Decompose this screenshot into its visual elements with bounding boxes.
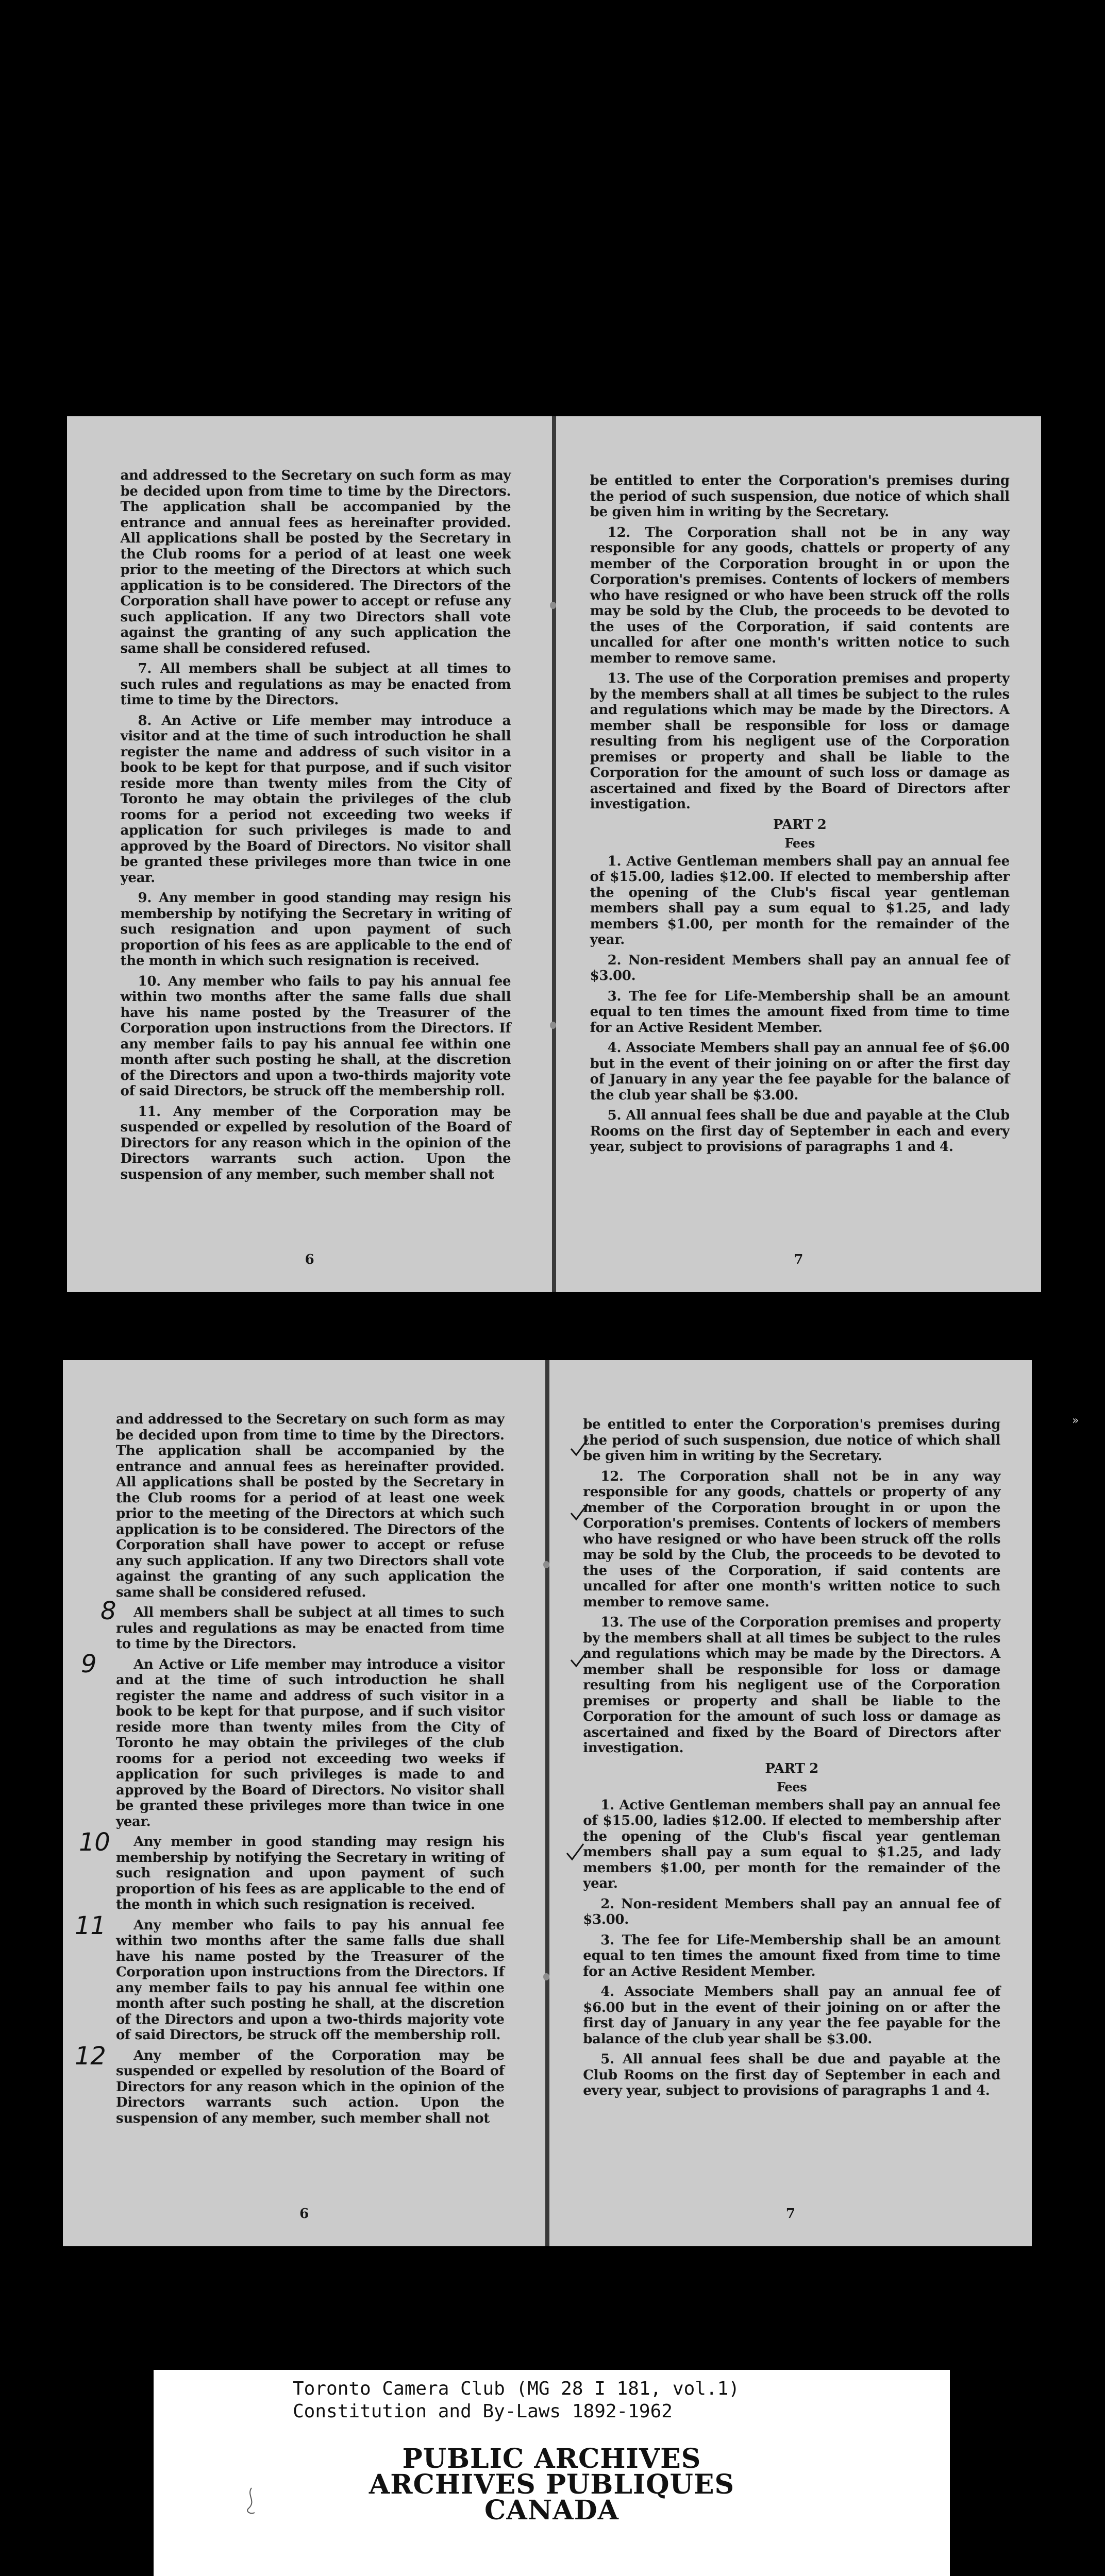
paragraph (74, 2041, 505, 2127)
page-text (590, 473, 1010, 1160)
paragraph: 4. Associate Members shall pay an annual fee of $6.00 but in the event of their joining on or after the first day of January in any year the fee payable for the balance of the club year shall be $3.00. (590, 1040, 1010, 1103)
catalog-line: Toronto Camera Club (MG 28 I 181, vol.1) (293, 2378, 740, 2399)
paragraph: 9. Any member in good standing may resign his membership by notifying the Secretary in writing of such resignation and upon payment of such proportion of his fees as are applicable to the end of the month in which such resignation is received. (120, 890, 511, 969)
archive-stamp (154, 2443, 950, 2526)
page-7-annotated (549, 1360, 1032, 2246)
page-number: 7 (785, 2206, 795, 2222)
paragraph-text: Any member of the Corporation may be suspended or expelled by resolution of the Board of Directors for any reason which in the opinion of the Directors warrants such action. Upon the suspension of any member, such member shall not (115, 2047, 505, 2126)
paragraph: 2. Non-resident Members shall pay an annual fee of $3.00. (583, 1896, 1001, 1927)
paragraph: 13. The use of the Corporation premises and property by the members shall at all times be subject to the rules and regulations which may be made by the Directors. A member shall be responsible for loss or damage resulting from his negligent use of the Corporation premises or property and shall be liable to the Corporation for the amount of such loss or damage as ascertained and fixed by the Board of Directors after investigation. (583, 1615, 1001, 1756)
page-6-annotated (63, 1360, 545, 2246)
paragraph: 2. Non-resident Members shall pay an annual fee of $3.00. (590, 952, 1010, 984)
paragraph (100, 1597, 505, 1652)
paragraph (80, 1649, 505, 1830)
handwritten-number: 12 (74, 2041, 106, 2071)
page-number: 6 (299, 2206, 309, 2222)
part-heading: PART 2 (765, 1760, 819, 1776)
paragraph: and addressed to the Secretary on such form as may be decided upon from time to time by the Directors. The application shall be accompanied by the entrance and annual fees as hereinafter provided. All applications shall be posted by the Secretary in the Club rooms for a period of at least one week prior to the meeting of the Directors at which such application is to be considered. The Directors of the Corporation shall have power to accept or refuse any such application. If any two Directors shall vote against the granting of any such application the same shall be considered refused. (115, 1412, 505, 1600)
gutter (545, 1360, 549, 2246)
paragraph: 5. All annual fees shall be due and payable at the Club Rooms on the first day of September in each and every year, subject to provisions of paragraphs 1 and 4. (583, 2052, 1001, 2098)
handwritten-number: 11 (74, 1911, 106, 1940)
paragraph: 5. All annual fees shall be due and payable at the Club Rooms on the first day of September in each and every year, subject to provisions of paragraphs 1 and 4. (590, 1108, 1010, 1155)
part-subheading: Fees (784, 836, 815, 851)
paragraph (78, 1828, 505, 1913)
paragraph: 10. Any member who fails to pay his annual fee within two months after the same falls due shall have his name posted by the Treasurer of the Corporation upon instructions from the Directors. If any member fails to pay his annual fee within one month after such posting he shall, at the discretion of the Directors and upon a two-thirds majority vote of said Directors, be struck off the membership roll. (120, 973, 511, 1099)
paragraph: 8. An Active or Life member may introduce a visitor and at the time of such introduction he shall register the name and address of such visitor in a book to be kept for that purpose, and if such visitor reside more than twenty miles from the City of Toronto he may obtain the privileges of the club rooms for a period not exceeding two weeks if application for such privileges is made to and approved by the Board of Directors. No visitor shall be granted these privileges more than twice in one year. (120, 713, 511, 886)
paragraph-text: All members shall be subject at all times to such rules and regulations as may be enacted from time to time by the Directors. (115, 1605, 505, 1652)
handwritten-number: 8 (100, 1597, 116, 1625)
stamp-line: PUBLIC ARCHIVES (402, 2443, 701, 2475)
paragraph: 3. The fee for Life-Membership shall be an amount equal to ten times the amount fixed from time to time for an Active Resident Member. (590, 988, 1010, 1036)
paragraph: 1. Active Gentleman members shall pay an annual fee of $15.00, ladies $12.00. If elected to membership after the opening of the Club's fiscal year gentleman members shall pay a sum equal to $1.25, and lady members $1.00, per month for the remainder of the year. (583, 1797, 1001, 1891)
paragraph-text: Any member in good standing may resign his membership by notifying the Secretary in writing of such resignation and upon payment of such proportion of his fees as are applicable to the end of the month in which such resignation is received. (115, 1834, 505, 1912)
stray-mark: » (1072, 1414, 1079, 1427)
paragraph: and addressed to the Secretary on such form as may be decided upon from time to time by the Directors. The application shall be accompanied by the entrance and annual fees as hereinafter provided. All applications shall be posted by the Secretary in the Club rooms for a period of at least one week prior to the meeting of the Directors at which such application is to be considered. The Directors of the Corporation shall have power to accept or refuse any such application. If any two Directors shall vote against the granting of any such application the same shall be considered refused. (120, 468, 511, 656)
paragraph: 12. The Corporation shall not be in any way responsible for any goods, chattels or property of any member of the Corporation brought in or upon the Corporation's premises. Contents of lockers of members who have resigned or who have been struck off the rolls may be sold by the Club, the proceeds to be devoted to the uses of the Corporation, if said contents are uncalled for after one month's written notice to such member to remove same. (590, 524, 1010, 666)
archive-label-card (154, 2370, 950, 2576)
page-6 (67, 416, 552, 1292)
paragraph: 11. Any member of the Corporation may be suspended or expelled by resolution of the Board of Directors for any reason which in the opinion of the Directors warrants such action. Upon the suspension of any member, such member shall not (120, 1104, 511, 1182)
handwritten-number: 9 (80, 1649, 97, 1679)
paragraph (74, 1911, 505, 2043)
part-subheading: Fees (776, 1780, 807, 1794)
page-text (121, 468, 511, 1187)
part-heading: PART 2 (773, 817, 827, 833)
gutter (552, 416, 556, 1292)
paragraph: be entitled to enter the Corporation's premises during the period of such suspension, due notice of which shall be given him in writing by the Secretary. (583, 1417, 1001, 1464)
stamp-line: ARCHIVES PUBLIQUES (369, 2469, 735, 2500)
paragraph: 13. The use of the Corporation premises and property by the members shall at all times be subject to the rules and regulations which may be made by the Directors. A member shall be responsible for loss or damage resulting from his negligent use of the Corporation premises or property and shall be liable to the Corporation for the amount of such loss or damage as ascertained and fixed by the Board of Directors after investigation. (590, 671, 1010, 812)
paragraph: 12. The Corporation shall not be in any way responsible for any goods, chattels or property of any member of the Corporation brought in or upon the Corporation's premises. Contents of lockers of members who have resigned or who have been struck off the rolls may be sold by the Club, the proceeds to be devoted to the uses of the Corporation, if said contents are uncalled for after one month's written notice to such member to remove same. (583, 1468, 1001, 1610)
handwritten-number: 10 (78, 1828, 110, 1857)
page-number: 6 (305, 1252, 314, 1267)
paragraph: 1. Active Gentleman members shall pay an annual fee of $15.00, ladies $12.00. If elected to membership after the opening of the Club's fiscal year gentleman members shall pay a sum equal to $1.25, and lady members $1.00, per month for the remainder of the year. (590, 853, 1010, 947)
booklet-spread-1 (67, 416, 1041, 1292)
page-number: 7 (794, 1252, 803, 1267)
paragraph: 3. The fee for Life-Membership shall be an amount equal to ten times the amount fixed from time to time for an Active Resident Member. (583, 1932, 1001, 1979)
page-7 (556, 416, 1041, 1292)
paragraph: 7. All members shall be subject at all times to such rules and regulations as may be enacted from time to time by the Directors. (120, 661, 511, 708)
page-text (583, 1417, 1000, 2104)
checkmark-icon (565, 1842, 585, 1862)
booklet-spread-2 (63, 1360, 1032, 2246)
page-text (74, 1412, 505, 2131)
stamp-line: CANADA (484, 2495, 620, 2526)
paragraph-text: Any member who fails to pay his annual fee within two months after the same falls due shall have his name posted by the Treasurer of the Corporation upon instructions from the Directors. If any member fails to pay his annual fee within one month after such posting he shall, at the discretion of the Directors and upon a two-thirds majority vote of said Directors, be struck off the membership roll. (115, 1917, 505, 2043)
paragraph: be entitled to enter the Corporation's premises during the period of such suspension, due notice of which shall be given him in writing by the Secretary. (590, 473, 1010, 520)
pen-mark-icon (241, 2486, 262, 2517)
paragraph: 4. Associate Members shall pay an annual fee of $6.00 but in the event of their joining on or after the first day of January in any year the fee payable for the balance of the club year shall be $3.00. (583, 1984, 1001, 2047)
paragraph-text: An Active or Life member may introduce a visitor and at the time of such introduction he shall register the name and address of such visitor in a book to be kept for that purpose, and if such visitor reside more than twenty miles from the City of Toronto he may obtain the privileges of the club rooms for a period not exceeding two weeks if application for such privileges is made to and approved by the Board of Directors. No visitor shall be granted these privileges more than twice in one year. (115, 1656, 505, 1829)
catalog-line: Constitution and By-Laws 1892-1962 (293, 2401, 673, 2422)
